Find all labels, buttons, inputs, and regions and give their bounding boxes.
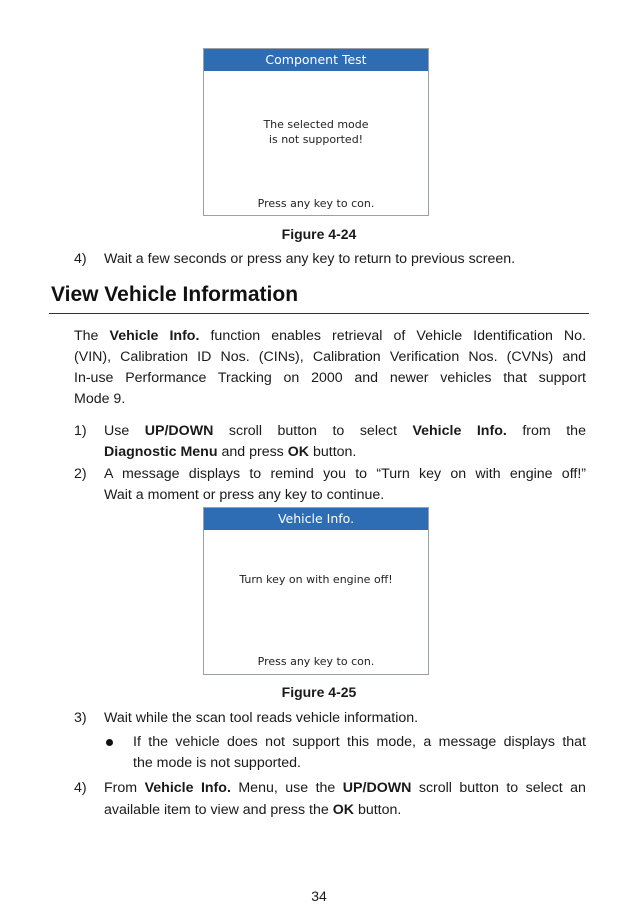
intro-the: The [74,328,99,344]
figure-4-24-screen [203,48,429,216]
screen-message-line-1: The selected mode [263,118,369,131]
step-1-ok: OK [287,444,310,460]
step-4-button: button. [357,802,402,818]
step-2-line-2: Wait a moment or press any key to continue. [104,487,385,503]
step-1-scroll-text: scroll button to select [228,423,397,439]
step-1-line-1 [104,421,586,442]
step-1-up-down: UP/DOWN [144,423,214,439]
step-2-line-1: A message displays to remind you to “Turn key on with engine off!” [104,466,586,482]
intro-bold-term: Vehicle Info. [109,328,200,344]
screen-title: Component Test [204,49,428,71]
bullet-line-1: If the vehicle does not support this mode, a message displays that [133,734,586,750]
bullet-line-2: the mode is not supported. [133,755,301,771]
screen-footer: Press any key to con. [257,655,375,668]
figure-caption: Figure 4-24 [281,226,357,242]
section-title: View Vehicle Information [51,283,299,306]
step-4-line-2-start: available item to view and press the [104,802,329,818]
step-1-and-press: and press [221,444,284,460]
step-1-use: Use [104,423,130,439]
step-1-button: button. [312,444,357,460]
step-number: 2) [74,466,87,482]
intro-line-2: (VIN), Calibration ID Nos. (CINs), Calibration Verification Nos. (CVNs) and [74,349,586,365]
step-1-vehicle-info: Vehicle Info. [412,423,507,439]
step-4-ok: OK [332,802,354,818]
screen-footer: Press any key to con. [257,197,375,210]
step-1-from-the: from the [522,423,586,439]
step-4-line-2 [104,800,586,821]
step-number: 4) [74,251,87,267]
page-number: 34 [311,888,327,904]
step-1-diagnostic-menu: Diagnostic Menu [104,444,218,460]
intro-line-4: Mode 9. [74,391,126,407]
step-text: Wait a few seconds or press any key to return to previous screen. [104,251,516,267]
figure-4-25-screen [203,507,429,675]
step-4-menu-use-the: Menu, use the [238,780,336,796]
step-4-scroll-text: scroll button to select an [418,780,586,796]
intro-line-1 [74,326,586,347]
bullet-icon [106,739,113,746]
step-4-up-down: UP/DOWN [342,780,412,796]
step-4-line-1 [104,778,586,799]
intro-line-3: In-use Performance Tracking on 2000 and newer vehicles that support [74,370,586,386]
step-4-vehicle-info: Vehicle Info. [144,780,231,796]
section-divider [49,313,589,314]
step-number: 1) [74,423,87,439]
step-3-text: Wait while the scan tool reads vehicle information. [104,710,419,726]
step-number: 3) [74,710,87,726]
screen-title: Vehicle Info. [204,508,428,530]
screen-message-line-2: is not supported! [268,133,364,146]
step-1-line-2 [104,442,586,463]
step-4-from: From [104,780,138,796]
step-number: 4) [74,780,87,796]
intro-rest: function enables retrieval of Vehicle Identification No. [210,328,586,344]
screen-message: Turn key on with engine off! [239,573,393,586]
figure-caption: Figure 4-25 [281,684,357,700]
